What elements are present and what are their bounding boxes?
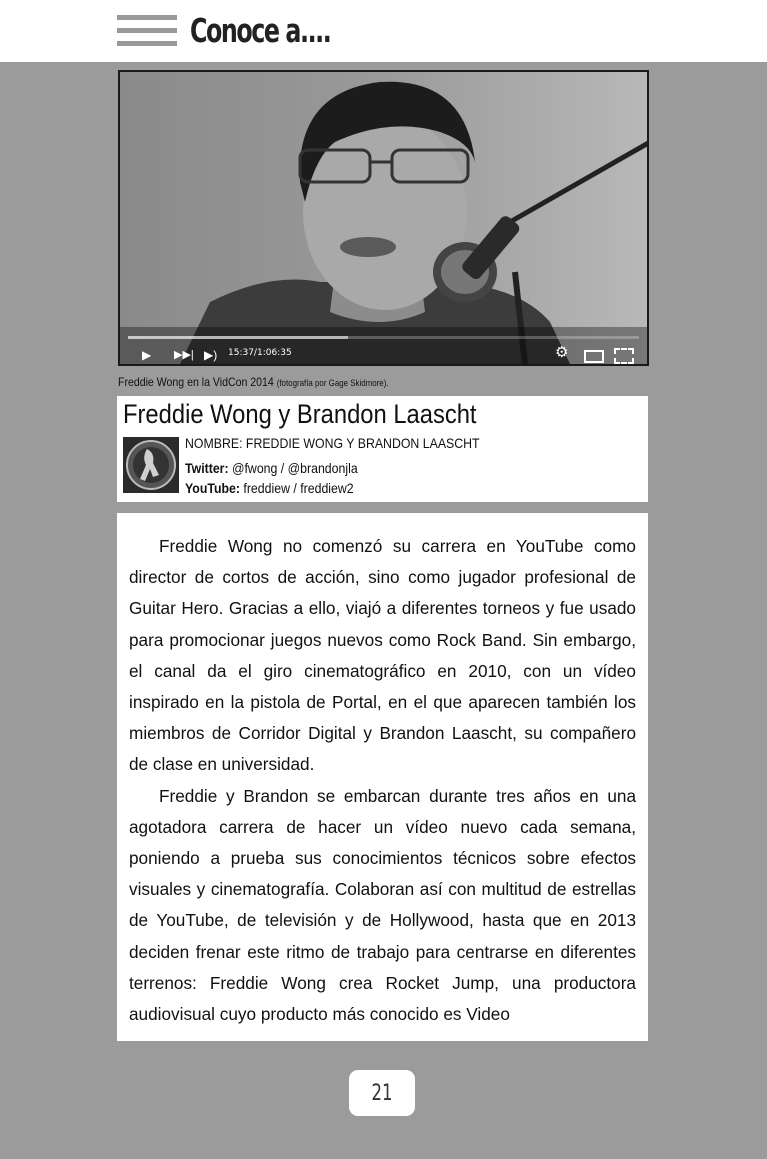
profile-nombre: NOMBRE: FREDDIE WONG Y BRANDON LAASCHT <box>185 435 480 451</box>
youtube-label: YouTube: <box>185 480 240 496</box>
profile-twitter <box>185 460 358 476</box>
settings-icon[interactable]: ⚙ <box>555 344 569 361</box>
top-bar <box>0 0 767 62</box>
youtube-channels: freddiew / freddiew2 <box>239 480 354 496</box>
section-title: Conoce a.... <box>190 11 331 50</box>
article-paragraph: Freddie Wong no comenzó su carrera en YouTube como director de cortos de acción, sino como jugador profesional de Guitar Hero. Gracias a ello, viajó a diferentes torneos y fue usado para promocionar juegos nuevos como Rock Band. Sin embargo, el canal da el giro cinematográfico en 2010, con un vídeo inspirado en la pistola de Portal, en el que aparecen también los miembros de Corridor Digital y Brandon Laascht, su compañero de clase en universidad. <box>129 536 636 775</box>
page-number <box>349 1070 415 1116</box>
caption-text: Freddie Wong en la VidCon 2014 <box>118 375 277 389</box>
profile-card <box>117 396 648 502</box>
video-progress-bar[interactable] <box>128 336 639 339</box>
rocketjump-logo-icon <box>123 437 179 493</box>
video-progress-fill <box>128 336 348 339</box>
caption-credit: (fotografía por Gage Skidmore). <box>276 378 389 388</box>
volume-icon[interactable]: ▶) <box>204 348 218 362</box>
article-paragraph: Freddie y Brandon se embarcan durante tres años en una agotadora carrera de hacer un vídeo nuevo cada semana, poniendo a prueba sus conocimientos técnicos sobre efectos visuales y cinematografía. Colaboran así con multitud de estrellas de YouTube, de televisión y de Hollywood, hasta que en 2013 deciden frenar este ritmo de trabajo para centrarse en diferentes terrenos: Freddie Wong crea Rocket Jump, una productora audiovisual cuyo producto más conocido es Video <box>129 785 636 1025</box>
article-body <box>117 513 648 1041</box>
video-time: 15:37/1:06:35 <box>228 348 292 358</box>
theater-mode-icon[interactable] <box>584 350 604 363</box>
video-thumbnail-photo <box>120 72 647 364</box>
profile-youtube <box>185 480 354 496</box>
skip-next-icon[interactable]: ▶▶| <box>174 349 194 361</box>
hamburger-menu-icon[interactable] <box>117 15 177 47</box>
fullscreen-icon[interactable] <box>614 348 634 364</box>
twitter-label: Twitter: <box>185 460 229 476</box>
page-number-text: 21 <box>371 1081 393 1106</box>
video-player[interactable] <box>118 70 649 366</box>
play-icon[interactable]: ▶ <box>142 348 152 362</box>
photo-caption <box>118 375 389 389</box>
twitter-handles: @fwong / @brandonjla <box>228 460 358 476</box>
profile-name: Freddie Wong y Brandon Laascht <box>123 399 477 429</box>
